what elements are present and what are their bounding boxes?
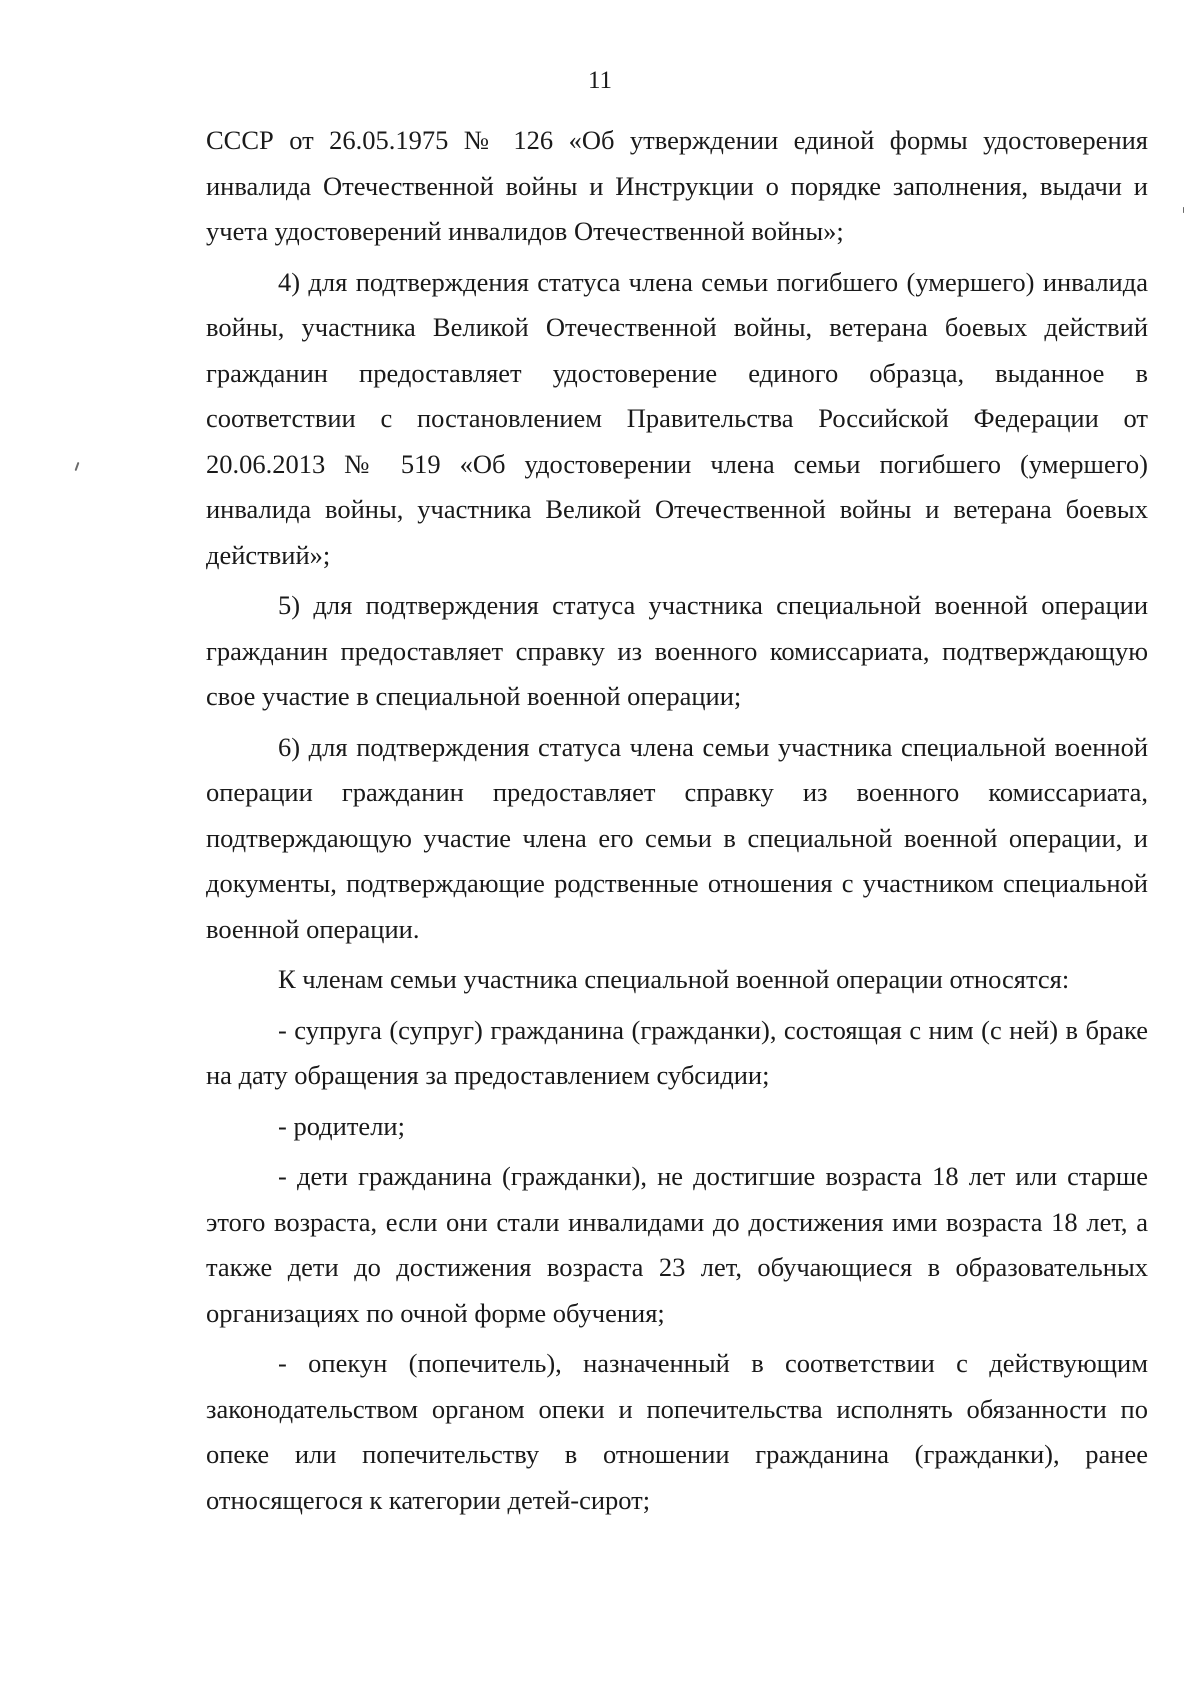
page-number: 11 — [587, 67, 613, 94]
document-body — [206, 118, 1148, 1528]
paragraph-list-parents: - родители; — [278, 1110, 405, 1141]
paragraph-item-6: 6) для подтверждения статуса члена семьи участника специальной военной операции гражданин предоставляет справку из военного комиссариата, подтверждающую участие члена его семьи в специальной военной операции, и документы, подтверждающие родственные отношения с участником специальной военной операции. — [206, 731, 1148, 944]
paragraph-continuation: СССР от 26.05.1975 № 126 «Об утверждении единой формы удостоверения инвалида Отечественной войны и Инструкции о порядке заполнения, выдачи и учета удостоверений инвалидов Отечественной войны»; — [206, 125, 1148, 246]
paragraph-family-members-intro: К членам семьи участника специальной военной операции относятся: — [278, 964, 1070, 994]
paragraph-item-5: 5) для подтверждения статуса участника специальной военной операции гражданин предоставляет справку из военного комиссариата, подтверждающую свое участие в специальной военной операции; — [206, 590, 1148, 711]
paragraph-list-spouse: - супруга (супруг) гражданина (гражданки), состоящая с ним (с ней) в браке на дату обращения за предоставлением субсидии; — [206, 1014, 1148, 1090]
scan-speck — [75, 462, 80, 471]
paragraph-item-4: 4) для подтверждения статуса члена семьи погибшего (умершего) инвалида войны, участника Великой Отечественной войны, ветерана боевых действий гражданин предоставляет удостоверение единого образца, выданное в соответствии с постановлением Правительства Российской Федерации от 20.06.2013 № 519 «Об удостоверении члена семьи погибшего (умершего) инвалида войны, участника Великой Отечественной войны и ветерана боевых действий»; — [206, 266, 1148, 570]
paragraph-list-children: - дети гражданина (гражданки), не достигшие возраста 18 лет или старше этого возраста, если они стали инвалидами до достижения ими возраста 18 лет, а также дети до достижения возраста 23 лет, обучающиеся в образовательных организациях по очной форме обучения; — [206, 1161, 1148, 1328]
paragraph-list-guardian: - опекун (попечитель), назначенный в соответствии с действующим законодательством органом опеки и попечительства исполнять обязанности по опеке или попечительству в отношении гражданина (гражданки), ранее относящегося к категории детей-сирот; — [206, 1348, 1148, 1515]
scan-speck — [1183, 207, 1184, 213]
